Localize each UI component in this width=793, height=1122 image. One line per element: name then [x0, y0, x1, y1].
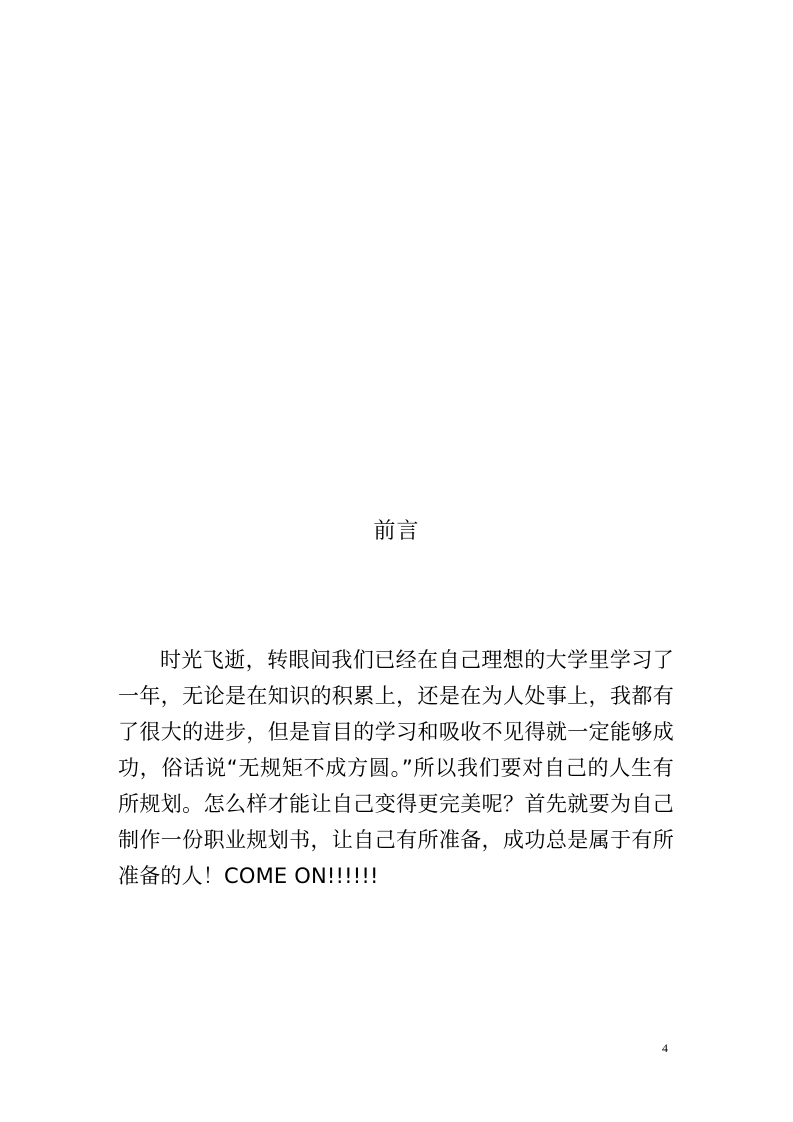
- page-number: 4: [662, 1041, 668, 1055]
- section-heading: 前言: [373, 519, 420, 544]
- preface-paragraph: 时光飞逝，转眼间我们已经在自己理想的大学里学习了一年，无论是在知识的积累上，还是在为人处事上，我都有了很大的进步，但是盲目的学习和吸收不见得就一定能够成功，俗话说“无规矩不成方圆。”所以我们要对自己的人生有所规划。怎么样才能让自己变得更完美呢？首先就要为自己制作一份职业规划书，让自己有所准备，成功总是属于有所准备的人！COME ON!!!!!!: [118, 648, 674, 888]
